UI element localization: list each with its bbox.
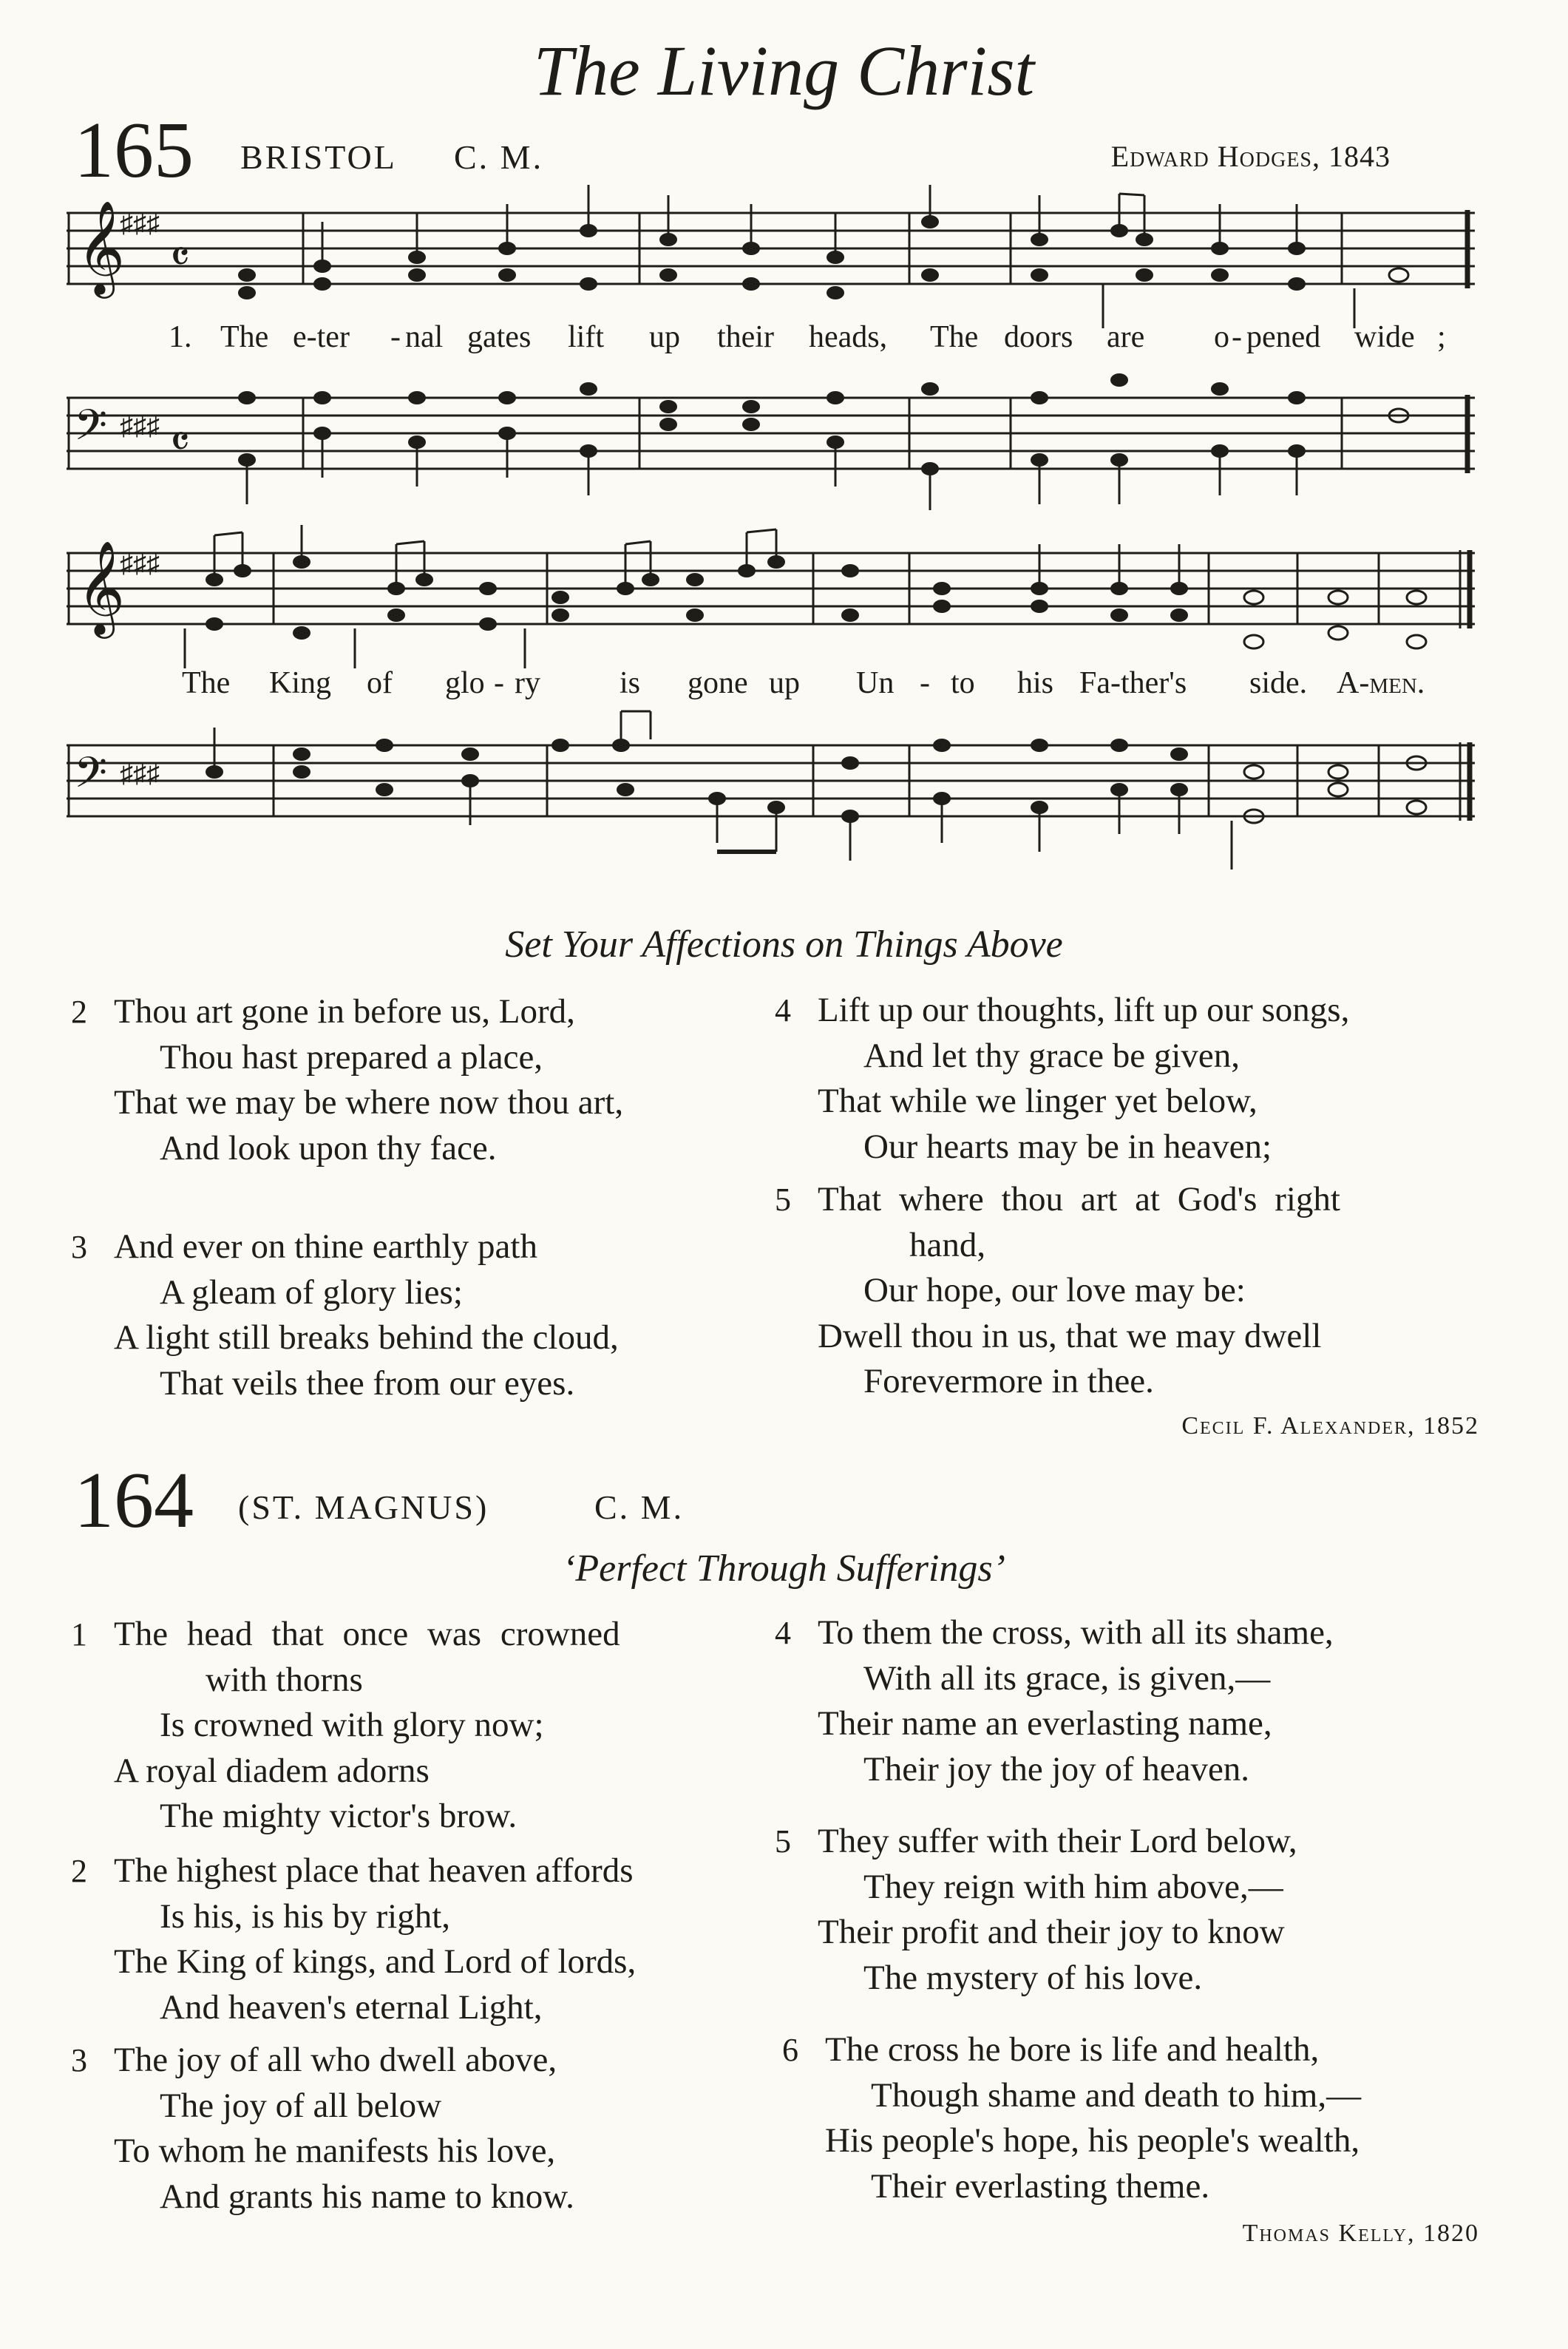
stanza-line: Is crowned with glory now; <box>160 1706 544 1744</box>
stanza-line: And ever on thine earthly path <box>114 1227 537 1266</box>
stanza-number: 3 <box>71 2042 87 2078</box>
stanza-line: The highest place that heaven affords <box>114 1851 634 1890</box>
stanza-line: The joy of all who dwell above, <box>114 2041 557 2079</box>
lyrics-line-1 <box>0 319 1568 364</box>
stanza-line: Their name an everlasting name, <box>818 1704 1272 1743</box>
stanza-number: 5 <box>775 1823 791 1860</box>
lyric-syllable: up <box>649 320 680 354</box>
stanza-line: Is his, is his by right, <box>160 1897 451 1936</box>
lyric-syllable: e-ter <box>293 320 350 354</box>
hymn-165-author: Cecil F. Alexander, 1852 <box>1181 1412 1479 1440</box>
stanza-line: hand, <box>909 1225 986 1264</box>
hymn-164-section-title <box>0 1547 1568 1590</box>
stanza-line: That where thou art at God's right <box>818 1180 1340 1218</box>
lyric-syllable: nal <box>405 320 444 354</box>
section-title-text: Perfect Through Sufferings <box>575 1548 993 1590</box>
hymn-165-stanza-3 <box>71 1224 619 1406</box>
hymn-165-stanza-4 <box>775 988 1350 1170</box>
stanza-number: 3 <box>71 1229 87 1265</box>
svg-text:𝄴: 𝄴 <box>170 233 190 282</box>
hymn-165-tune: BRISTOL <box>240 138 397 176</box>
svg-text:♯♯♯: ♯♯♯ <box>120 209 160 238</box>
stanza-line: Their everlasting theme. <box>871 2166 1210 2206</box>
stanza-line: They reign with him above,— <box>863 1867 1283 1906</box>
quote-mark-close: ’ <box>992 1548 1005 1590</box>
svg-text:𝄞: 𝄞 <box>77 540 126 634</box>
lyric-syllable: glo <box>445 666 485 700</box>
lyric-syllable: King <box>269 666 331 700</box>
hymn-165-meter: C. M. <box>454 138 544 176</box>
lyric-syllable: up <box>769 666 800 700</box>
lyric-syllable: - <box>494 666 504 700</box>
stanza-line: They suffer with their Lord below, <box>818 1822 1297 1860</box>
stanza-number: 5 <box>775 1182 791 1218</box>
lyric-syllable: are <box>1107 320 1145 354</box>
lyric-syllable: Fa-ther's <box>1079 666 1187 700</box>
stanza-line: And look upon thy face. <box>160 1128 497 1167</box>
stanza-line: The joy of all below <box>160 2086 442 2125</box>
lyric-syllable: A-men. <box>1337 666 1425 700</box>
hymn-164-stanza-6 <box>782 2027 1362 2209</box>
hymn-165-composer: Edward Hodges, 1843 <box>1110 140 1391 173</box>
stanza-line: A light still breaks behind the cloud, <box>114 1318 619 1357</box>
hymn-164-stanza-2 <box>71 1848 637 2030</box>
lyrics-line-2 <box>0 665 1568 710</box>
svg-text:♯♯♯: ♯♯♯ <box>120 411 160 441</box>
lyric-syllable: his <box>1017 666 1054 700</box>
stanza-number: 4 <box>775 992 791 1028</box>
svg-text:♯♯♯: ♯♯♯ <box>120 549 160 578</box>
stanza-number: 4 <box>775 1615 791 1651</box>
lyric-syllable: 1. <box>169 320 192 354</box>
stanza-number: 6 <box>782 2032 798 2068</box>
stanza-line: To whom he manifests his love, <box>114 2132 556 2170</box>
hymn-164-stanza-4 <box>775 1610 1334 1792</box>
lyric-syllable: is <box>620 666 641 700</box>
svg-text:♯♯♯: ♯♯♯ <box>120 759 160 788</box>
stanza-line: The mystery of his love. <box>863 1958 1203 1997</box>
hymn-164-stanza-3 <box>71 2038 574 2220</box>
lyric-syllable: wide <box>1354 320 1415 354</box>
stanza-line: And heaven's eternal Light, <box>160 1987 543 2027</box>
lyric-syllable: side. <box>1249 666 1308 700</box>
stanza-line: Lift up our thoughts, lift up our songs, <box>818 991 1350 1029</box>
lyric-syllable: lift <box>568 320 604 354</box>
stanza-number: 2 <box>71 994 87 1030</box>
stanza-line: That while we linger yet below, <box>818 1082 1258 1120</box>
lyric-syllable: o <box>1214 320 1229 354</box>
lyric-syllable: - <box>920 666 930 700</box>
hymn-165-number: 165 <box>74 106 194 194</box>
lyric-syllable: ry <box>515 666 540 700</box>
lyric-syllable: pened <box>1246 320 1321 354</box>
stanza-line: To them the cross, with all its shame, <box>818 1613 1334 1652</box>
lyric-syllable: - <box>1232 320 1242 354</box>
stanza-line: Our hope, our love may be: <box>863 1271 1246 1309</box>
stanza-number: 1 <box>71 1616 87 1653</box>
stanza-line: And grants his name to know. <box>160 2177 574 2216</box>
music-staff-bass-2 <box>67 710 1479 887</box>
stanza-line: Forevermore in thee. <box>863 1362 1154 1400</box>
stanza-line: The head that once was crowned <box>114 1615 620 1653</box>
music-staff-bass-1 <box>67 362 1479 510</box>
lyric-syllable: doors <box>1004 320 1073 354</box>
lyric-syllable: Un <box>856 666 895 700</box>
lyric-syllable: of <box>367 666 393 700</box>
hymn-164-author: Thomas Kelly, 1820 <box>1242 2220 1479 2247</box>
lyric-syllable: gone <box>688 666 748 700</box>
stanza-line: Our hearts may be in heaven; <box>863 1127 1272 1166</box>
stanza-line: with thorns <box>206 1660 363 1699</box>
svg-text:𝄞: 𝄞 <box>77 200 126 294</box>
lyric-syllable: The <box>220 320 269 354</box>
lyric-syllable: heads, <box>809 320 888 354</box>
quote-mark-open: ‘ <box>563 1548 576 1590</box>
hymn-164-meter: C. M. <box>594 1488 685 1526</box>
lyric-syllable: The <box>930 320 979 354</box>
hymn-165-section-title: Set Your Affections on Things Above <box>505 923 1063 966</box>
stanza-number: 2 <box>71 1853 87 1889</box>
hymn-164-stanza-1 <box>71 1612 620 1840</box>
stanza-line: Their joy the joy of heaven. <box>863 1749 1250 1789</box>
stanza-line: Thou art gone in before us, Lord, <box>114 992 575 1031</box>
page-title: The Living Christ <box>533 31 1035 110</box>
stanza-line: Dwell thou in us, that we may dwell <box>818 1316 1322 1355</box>
hymn-164-number: 164 <box>74 1457 194 1545</box>
stanza-line: His people's hope, his people's wealth, <box>825 2121 1360 2160</box>
stanza-line: That we may be where now thou art, <box>114 1083 624 1122</box>
stanza-line: That veils thee from our eyes. <box>160 1363 575 1403</box>
stanza-line: Though shame and death to him,— <box>871 2075 1362 2115</box>
lyric-syllable: their <box>717 320 774 354</box>
stanza-line: And let thy grace be given, <box>863 1036 1240 1075</box>
stanza-line: The cross he bore is life and health, <box>825 2030 1320 2069</box>
svg-text:𝄢: 𝄢 <box>74 748 108 808</box>
hymn-165-stanza-5 <box>775 1177 1340 1405</box>
stanza-line: The mighty victor's brow. <box>160 1797 517 1835</box>
svg-text:𝄢: 𝄢 <box>74 400 108 461</box>
hymn-165-stanza-2 <box>71 989 624 1171</box>
stanza-line: Thou hast prepared a place, <box>160 1037 543 1077</box>
stanza-line: The King of kings, and Lord of lords, <box>114 1942 637 1981</box>
lyric-syllable: - <box>390 320 401 354</box>
lyric-syllable: ; <box>1437 320 1446 354</box>
stanza-line: With all its grace, is given,— <box>863 1658 1271 1698</box>
hymn-164-stanza-5 <box>775 1819 1297 2001</box>
stanza-line: Their profit and their joy to know <box>818 1913 1285 1951</box>
stanza-line: A gleam of glory lies; <box>160 1272 463 1312</box>
stanza-line: A royal diadem adorns <box>114 1751 430 1790</box>
svg-text:𝄴: 𝄴 <box>170 418 190 467</box>
lyric-syllable: The <box>182 666 231 700</box>
lyric-syllable: to <box>951 666 975 700</box>
lyric-syllable: gates <box>467 320 532 354</box>
hymn-164-tune: (ST. MAGNUS) <box>238 1488 489 1526</box>
